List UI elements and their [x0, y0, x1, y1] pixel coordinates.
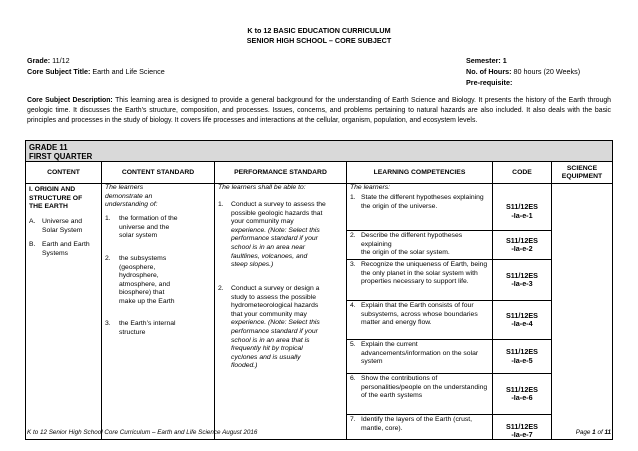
- col-header-content: CONTENT: [26, 162, 102, 183]
- content-cell: I. ORIGIN AND STRUCTURE OF THE EARTH A. Universe and Solar System B. Earth and Earth Systems: [26, 184, 102, 439]
- code-row: [493, 231, 551, 260]
- grade-quarter-bar: [26, 141, 612, 162]
- doc-header-title: K to 12 BASIC EDUCATION CURRICULUM: [247, 26, 391, 35]
- p1-line: steep slopes.): [231, 261, 274, 269]
- competency-text: Recognize the uniqueness of Earth, being the only planet in the solar system with properties necessary to support life.: [361, 261, 488, 286]
- p2-line: flooded.): [231, 362, 258, 370]
- footer-doc-title: K to 12 Senior High School Core Curriculum – Earth and Life Science August 2016: [27, 429, 258, 436]
- competency-row: [347, 340, 492, 374]
- science-equipment-cell: [552, 184, 612, 439]
- competency-code: S11/12ES -Ia-e-5: [506, 347, 538, 365]
- grade-label: Grade:: [27, 56, 51, 65]
- competency-number: 7.: [350, 416, 356, 423]
- doc-header-subtitle: SENIOR HIGH SCHOOL – CORE SUBJECT: [246, 36, 392, 45]
- learning-competencies-cell: [347, 184, 493, 439]
- competency-row: [347, 193, 492, 231]
- competency-code: S11/12ES -Ia-e-4: [506, 310, 538, 329]
- p2-line: frequently hit by tropical: [231, 345, 303, 353]
- p1-line: performance standard if your: [231, 235, 318, 243]
- code-row: [493, 260, 551, 301]
- p1-line: faultlines, volcanoes, and: [231, 252, 308, 260]
- competency-text: Describe the different hypotheses explaining the origin of the solar system.: [361, 232, 463, 257]
- p2-line: that your community may: [231, 310, 307, 318]
- description-text: This learning area is designed to provide a general background for the understanding of Earth Science and Biology. It presents the history of the Earth through geologic time. It discusses the Earth’s structure, composition, and processes. Issues, concerns, and problems pertaining to natural hazards are also included. It also deals with the basic principles and processes in the study of biology. It covers life processes and interactions at the cellular, organism, population, and ecosystem levels.: [27, 97, 611, 125]
- competency-row: [347, 231, 492, 260]
- p2-line: experience. (Note: Select this: [231, 319, 320, 327]
- competency-number: 4.: [350, 302, 356, 309]
- p1-line: Conduct a survey to assess the: [231, 201, 326, 208]
- p1-line: school is in an area near: [231, 243, 306, 251]
- p2-line: hydrometeorological hazards: [231, 302, 319, 310]
- grade-field: [27, 56, 70, 65]
- p2-line: Conduct a survey or design a: [231, 285, 320, 292]
- p1-line: experience. (Note: Select this: [231, 226, 320, 234]
- col-header-standard: CONTENT STANDARD: [102, 162, 215, 183]
- competency-text: Explain the current advancements/information on the solar system: [361, 341, 479, 366]
- competency-row: [347, 415, 492, 448]
- col-header-performance: PERFORMANCE STANDARD: [215, 162, 347, 183]
- performance-standard-cell: The learners shall be able to: 1. Conduct a survey to assess the possible geologic hazards that your community may experience. (Note: Select this performance standard if your school is in an area near faultlines, volcanoes, and steep slopes.) 2. Conduct a survey or design a study to assess the possible hydrometeorological hazards that your community may experience. (Note: Select this performance standard if your school is in an area that is frequently hit by tropical cyclones and is usually flooded.): [215, 184, 347, 439]
- p2-line: cyclones and is usually: [231, 353, 301, 361]
- competency-text: Show the contributions of personalities/people on the understanding of the earth systems: [361, 375, 488, 400]
- col-header-code: CODE: [493, 162, 552, 183]
- competency-number: 6.: [350, 375, 356, 382]
- code-row: [493, 374, 551, 415]
- p1-line: possible geologic hazards that: [231, 209, 323, 217]
- competency-number: 5.: [350, 341, 356, 348]
- curriculum-table: [25, 140, 613, 440]
- code-row: [493, 340, 551, 374]
- p1-line: your community may: [231, 218, 294, 226]
- subject-label: Core Subject Title: [27, 67, 88, 76]
- competency-text: Identify the layers of the Earth (crust, mantle, core).: [361, 416, 473, 432]
- semester-field: [466, 56, 507, 65]
- footer-page-number: Page 1 of 11: [575, 429, 611, 436]
- content-title: I. ORIGIN AND STRUCTURE OF THE EARTH: [29, 186, 83, 211]
- competency-number: 1.: [350, 194, 356, 201]
- competency-row: [347, 374, 492, 415]
- semester-label: Semester:: [466, 56, 501, 65]
- competency-number: 3.: [350, 261, 356, 268]
- performance-intro: The learners shall be able to:: [218, 184, 306, 191]
- competency-code: S11/12ES -Ia-e-7: [506, 421, 538, 440]
- competency-number: 2.: [350, 232, 356, 239]
- semester-value: 1: [502, 56, 507, 65]
- subject-value: Earth and Life Science: [92, 67, 165, 76]
- col-header-equipment: SCIENCE EQUIPMENT: [561, 165, 603, 180]
- code-row: [493, 301, 551, 340]
- competency-row: [347, 260, 492, 301]
- hours-label: No. of Hours:: [466, 67, 512, 76]
- competency-code: S11/12ES -Ia-e-3: [506, 270, 538, 289]
- prerequisite-label: Pre-requisite:: [466, 78, 513, 87]
- p2-line: school is in an area that is: [231, 336, 310, 344]
- competency-text: State the different hypotheses explaining the origin of the universe.: [361, 194, 484, 210]
- code-row: [493, 415, 551, 448]
- p2-line: performance standard if your: [231, 327, 318, 335]
- subject-description: [27, 96, 611, 127]
- grade-value: 11/12: [52, 56, 70, 65]
- hours-field: [466, 67, 580, 76]
- grade-level: GRADE 11: [29, 143, 68, 152]
- standard-intro: The learners demonstrate an understanding of:: [105, 184, 158, 209]
- competency-code: S11/12ES -Ia-e-6: [506, 384, 538, 403]
- table-header-row: [26, 162, 612, 184]
- col-header-competencies: LEARNING COMPETENCIES: [347, 162, 493, 183]
- prerequisite-field: [466, 78, 512, 87]
- subject-field: Core Subject Title: Earth and Life Science: [27, 67, 165, 76]
- content-standard-cell: The learners demonstrate an understanding of: 1. the formation of the universe and the solar system 2. the subsystems (geosphere, hydrosphere, atmosphere, and biosphere) that make up the Earth 3. the Earth’s internal structure: [102, 184, 215, 439]
- competency-text: Explain that the Earth consists of four subsystems, across whose boundaries matter and energy flow.: [361, 302, 478, 327]
- table-body: [26, 184, 612, 439]
- competency-code: S11/12ES -Ia-e-2: [506, 235, 538, 254]
- competency-code: S11/12ES -Ia-e-1: [506, 202, 538, 220]
- quarter-label: FIRST QUARTER: [29, 151, 93, 161]
- competency-row: [347, 301, 492, 340]
- hours-value: 80 hours (20 Weeks): [513, 67, 581, 76]
- competencies-intro: The learners:: [350, 184, 391, 191]
- description-label: Core Subject Description:: [27, 97, 113, 104]
- p2-line: study to assess the possible: [231, 293, 317, 301]
- code-cell: [493, 184, 552, 439]
- code-row: [493, 193, 551, 231]
